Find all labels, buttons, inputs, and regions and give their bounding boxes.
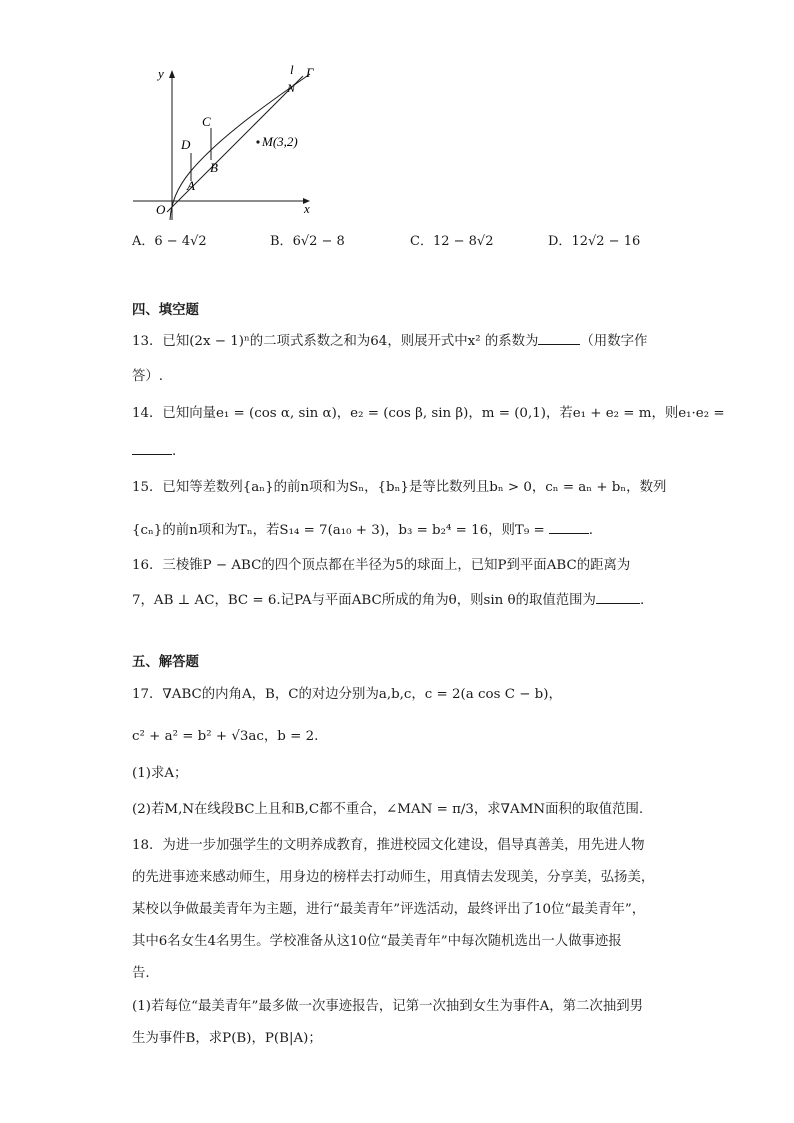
q18-line5: 告. (132, 966, 150, 981)
label-c: C (202, 114, 211, 129)
q18-line3: 某校以争做最美青年为主题，进行“最美青年”评选活动，最终评出了10位“最美青年”， (132, 902, 646, 917)
q18-line4: 其中6名女生4名男生。学校准备从这10位“最美青年”中每次随机选出一人做事迹报 (132, 934, 622, 949)
section-fill-in-title: 四、填空题 (132, 302, 199, 318)
q14-tail: . (172, 444, 177, 459)
label-a: A (187, 178, 195, 193)
point-m (256, 140, 259, 143)
label-m: M(3,2) (262, 134, 298, 149)
q18-line2: 的先进事迹来感动师生，用身边的榜样去打动师生，用真情去发现美，分享美，弘扬美， (132, 870, 655, 885)
choice-d (548, 233, 640, 251)
q13-line2: 答）. (132, 369, 164, 384)
label-gamma: Γ (306, 65, 314, 80)
q17-line2: c² + a² = b² + √3ac，b = 2. (132, 729, 319, 744)
choice-c-text: 12 − 8√2 (432, 234, 494, 249)
y-axis-arrow (169, 70, 175, 78)
q13-line1 (132, 330, 647, 352)
choice-d-label: D． (548, 234, 572, 249)
q14-answer-blank[interactable] (132, 440, 172, 455)
q13-tail: （用数字作 (580, 334, 648, 349)
label-y: y (158, 66, 164, 81)
q15-tail: . (588, 523, 593, 538)
section-answer-title: 五、解答题 (132, 654, 199, 670)
choice-d-text: 12√2 − 16 (571, 234, 641, 249)
q15-text: {cₙ}的前n项和为Tₙ，若S₁₄ = 7(a₁₀ + 3)，b₃ = b₂⁴ = 16，则T₉ = (132, 523, 545, 538)
q16-answer-blank[interactable] (596, 589, 640, 604)
q18-line1: 18．为进一步加强学生的文明养成教育，推进校园文化建设，倡导真善美，用先进人物 (132, 838, 645, 853)
choice-b (270, 233, 345, 251)
choice-c-label: C． (410, 234, 433, 249)
choice-a-text: 6 − 4√2 (154, 234, 207, 249)
q14-line2 (132, 440, 176, 462)
choice-b-text: 6√2 − 8 (292, 234, 345, 249)
label-d: D (181, 137, 191, 152)
label-n: N (287, 81, 296, 95)
q15-line1: 15．已知等差数列{aₙ}的前n项和为Sₙ，{bₙ}是等比数列且bₙ > 0，cₙ = aₙ + bₙ，数列 (132, 480, 667, 495)
q16-tail: . (639, 593, 645, 608)
label-origin: O (156, 202, 166, 217)
q16-text: 7，AB ⊥ AC，BC = 6.记PA与平面ABC所成的角为θ，则sin θ的取值范围为 (132, 593, 596, 608)
q15-line2 (132, 519, 593, 541)
choice-b-label: B． (270, 234, 293, 249)
choice-a (132, 233, 207, 251)
q16-line2 (132, 589, 644, 611)
q17-part1: (1)求A； (132, 766, 188, 781)
q17-line1: 17．∇ABC的内角A，B，C的对边分别为a,b,c，c = 2(a cos C − b)， (132, 687, 562, 702)
q15-answer-blank[interactable] (549, 519, 589, 534)
q18-part1-line2: 生为事件B，求P(B)，P(B|A)； (132, 1031, 322, 1046)
q17-part2: (2)若M,N在线段BC上且和B,C都不重合，∠MAN = π/3，求∇AMN面积的取值范围. (132, 802, 644, 817)
q13-answer-blank[interactable] (538, 330, 580, 345)
q14-line1: 14．已知向量e₁ = (cos α, sin α)，e₂ = (cos β, sin β)，m = (0,1)，若e₁ + e₂ = m，则e₁·e₂ = (132, 406, 725, 421)
q13-text: 13．已知(2x − 1)ⁿ的二项式系数之和为64，则展开式中x² 的系数为 (132, 334, 539, 349)
label-l: l (290, 62, 294, 77)
function-graph-figure (125, 60, 325, 225)
choice-a-label: A． (132, 234, 155, 249)
choice-c (410, 233, 493, 251)
q18-part1-line1: (1)若每位“最美青年”最多做一次事迹报告，记第一次抽到女生为事件A，第二次抽到男 (132, 999, 643, 1014)
label-b: B (210, 160, 218, 175)
q16-line1: 16．三棱锥P − ABC的四个顶点都在半径为5的球面上，已知P到平面ABC的距离为 (132, 558, 631, 573)
label-x: x (304, 201, 310, 216)
